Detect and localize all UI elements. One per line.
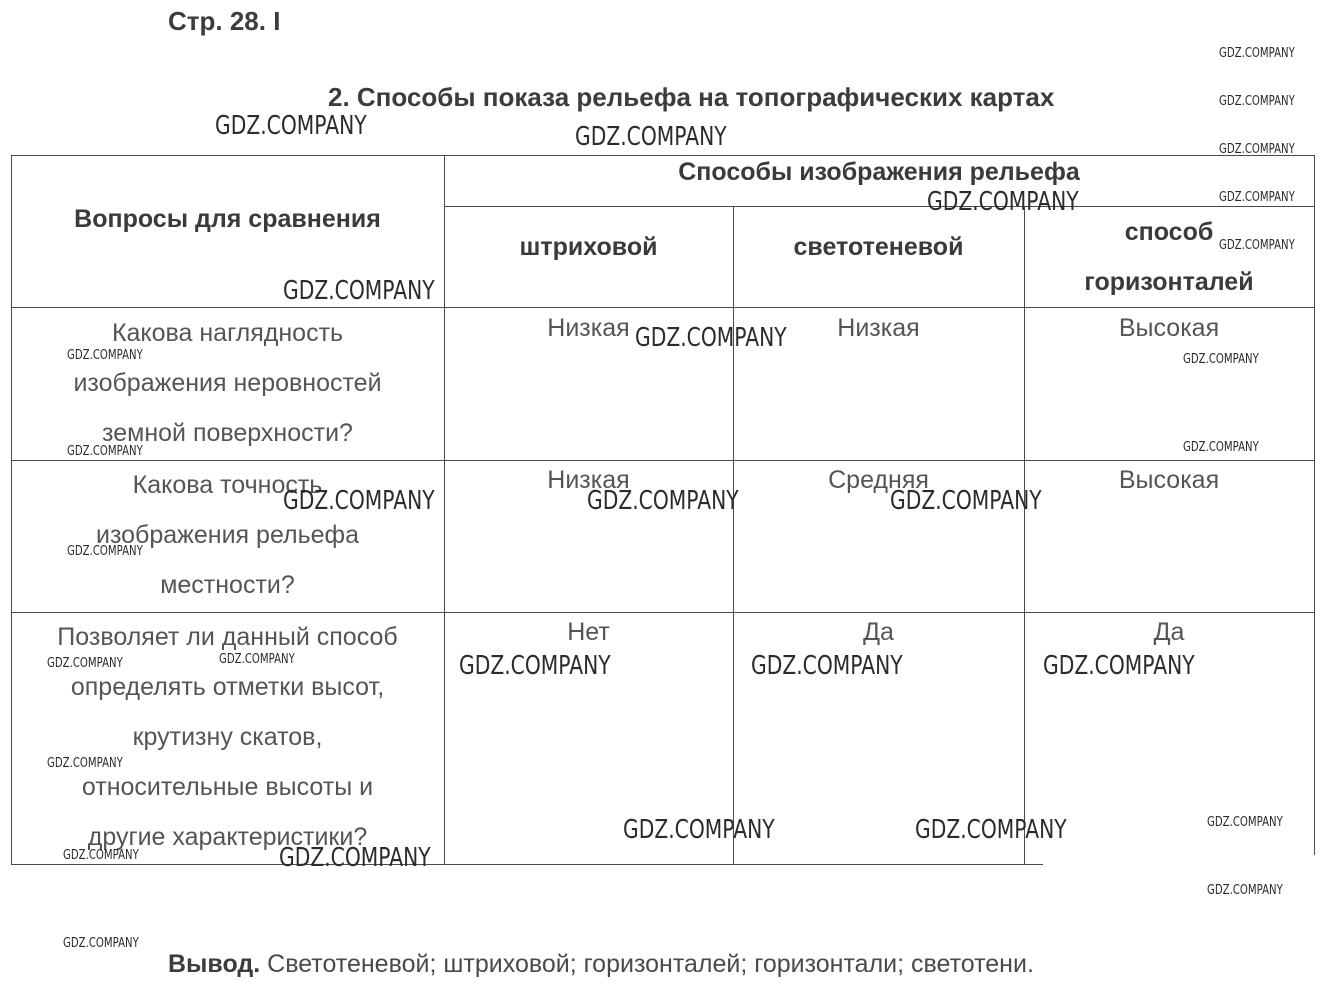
- watermark: GDZ.COMPANY: [623, 815, 775, 845]
- header-method-shading: светотеневой: [793, 233, 964, 261]
- page-reference: Стр. 28. I: [168, 6, 281, 36]
- watermark: GDZ.COMPANY: [1207, 815, 1283, 830]
- watermark: GDZ.COMPANY: [575, 122, 727, 152]
- watermark: GDZ.COMPANY: [283, 276, 435, 306]
- watermark: GDZ.COMPANY: [47, 756, 123, 771]
- watermark: GDZ.COMPANY: [63, 936, 139, 951]
- table-column-divider: [733, 206, 734, 865]
- answer-cell: Да: [863, 618, 894, 646]
- watermark: GDZ.COMPANY: [283, 486, 435, 516]
- watermark: GDZ.COMPANY: [459, 651, 611, 681]
- watermark: GDZ.COMPANY: [1219, 190, 1295, 205]
- answer-cell: Нет: [567, 618, 610, 646]
- watermark: GDZ.COMPANY: [1219, 142, 1295, 157]
- watermark: GDZ.COMPANY: [47, 656, 123, 671]
- conclusion-text: Светотеневой; штриховой; горизонталей; горизонтали; светотени.: [260, 950, 1034, 978]
- watermark: GDZ.COMPANY: [215, 111, 367, 141]
- conclusion-label: Вывод.: [168, 950, 261, 978]
- watermark: GDZ.COMPANY: [1183, 440, 1259, 455]
- watermark: GDZ.COMPANY: [635, 323, 787, 353]
- answer-cell: Средняя: [828, 466, 929, 494]
- question-cell: Позволяет ли данный способ определять отметки высот, крутизну скатов, относительные высоты и другие характеристики?: [57, 623, 398, 851]
- watermark: GDZ.COMPANY: [587, 486, 739, 516]
- watermark: GDZ.COMPANY: [1219, 238, 1295, 253]
- header-questions: Вопросы для сравнения: [74, 205, 381, 233]
- watermark: GDZ.COMPANY: [915, 815, 1067, 845]
- answer-cell: Низкая: [547, 466, 630, 494]
- answer-cell: Высокая: [1118, 314, 1220, 342]
- page-title: 2. Способы показа рельефа на топографических картах: [328, 82, 1055, 112]
- watermark: GDZ.COMPANY: [67, 444, 143, 459]
- answer-cell: Высокая: [1118, 466, 1220, 494]
- answer-cell: Низкая: [837, 314, 920, 342]
- table-border-right: [1314, 155, 1315, 855]
- watermark: GDZ.COMPANY: [927, 187, 1079, 217]
- table-border-bottom: [11, 864, 1043, 865]
- header-method-hatching: штриховой: [519, 233, 658, 261]
- conclusion: [168, 950, 1034, 979]
- watermark: GDZ.COMPANY: [67, 348, 143, 363]
- answer-cell: Да: [1153, 618, 1185, 646]
- header-method-contours: способ горизонталей: [1084, 218, 1254, 296]
- watermark: GDZ.COMPANY: [1183, 352, 1259, 367]
- watermark: GDZ.COMPANY: [1207, 883, 1283, 898]
- question-cell: Какова точность изображения рельефа местности?: [95, 471, 360, 599]
- watermark: GDZ.COMPANY: [890, 486, 1042, 516]
- answer-cell: Низкая: [547, 314, 630, 342]
- watermark: GDZ.COMPANY: [751, 651, 903, 681]
- watermark: GDZ.COMPANY: [1043, 651, 1195, 681]
- watermark: GDZ.COMPANY: [1219, 46, 1295, 61]
- watermark: GDZ.COMPANY: [279, 843, 431, 873]
- question-cell: Какова наглядность изображения неровностей земной поверхности?: [73, 319, 382, 447]
- header-methods-group: Способы изображения рельефа: [678, 158, 1080, 186]
- table-border-top: [11, 155, 1315, 156]
- watermark: GDZ.COMPANY: [67, 544, 143, 559]
- watermark: GDZ.COMPANY: [63, 848, 139, 863]
- watermark: GDZ.COMPANY: [1219, 94, 1295, 109]
- watermark: GDZ.COMPANY: [219, 652, 295, 667]
